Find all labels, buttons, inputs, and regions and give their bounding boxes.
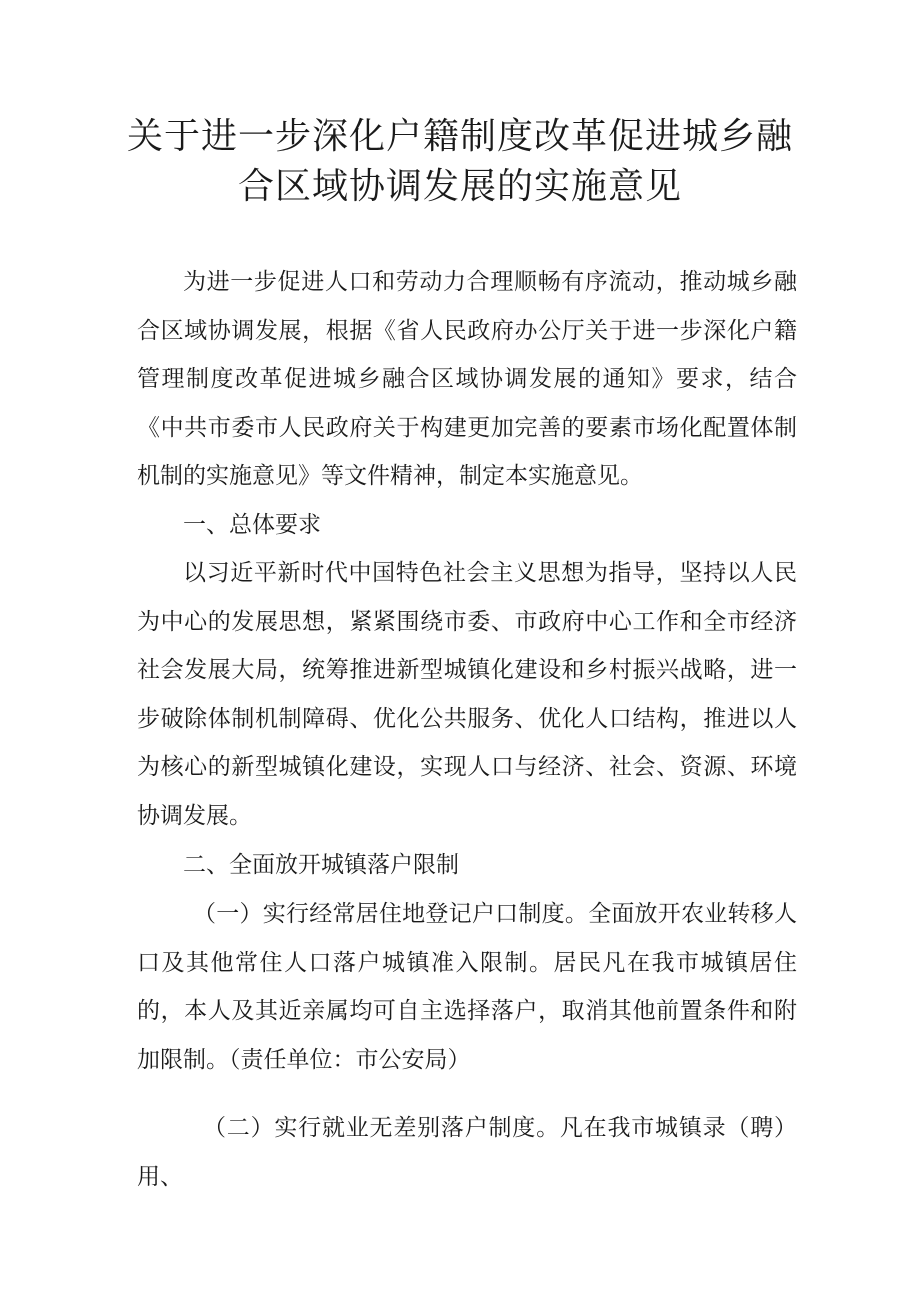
section-heading-2-block bbox=[137, 841, 797, 890]
document-title-line-2: 合区域协调发展的实施意见 bbox=[237, 166, 682, 207]
item-1-block bbox=[137, 890, 797, 1084]
intro-paragraph bbox=[137, 258, 797, 501]
paragraph-intro: 为进一步促进人口和劳动力合理顺畅有序流动，推动城乡融合区域协调发展，根据《省人民政府办公厅关于进一步深化户籍管理制度改革促进城乡融合区域协调发展的通知》要求，结合《中共市委市人民政府关于构建更加完善的要素市场化配置体制机制的实施意见》等文件精神，制定本实施意见。 bbox=[137, 269, 797, 489]
paragraph-item-2: （二）实行就业无差别落户制度。凡在我市城镇录（聘）用、 bbox=[137, 1115, 797, 1190]
item-2-block bbox=[137, 1104, 797, 1201]
section-heading-lift-restrictions: 二、全面放开城镇落户限制 bbox=[183, 852, 459, 878]
paragraph-overall-requirements: 以习近平新时代中国特色社会主义思想为指导，坚持以人民为中心的发展思想，紧紧围绕市委、市政府中心工作和全市经济社会发展大局，统筹推进新型城镇化建设和乡村振兴战略，进一步破除体制机制障碍、优化公共服务、优化人口结构，推进以人为核心的新型城镇化建设，实现人口与经济、社会、资源、环境协调发展。 bbox=[137, 560, 797, 829]
paragraph-item-1: （一）实行经常居住地登记户口制度。全面放开农业转移人口及其他常住人口落户城镇准入限制。居民凡在我市城镇居住的，本人及其近亲属均可自主选择落户，取消其他前置条件和附加限制。（责任单位：市公安局） bbox=[137, 901, 797, 1073]
document-title-line-1: 关于进一步深化户籍制度改革促进城乡融 bbox=[126, 116, 793, 157]
section-heading-overall-requirements: 一、总体要求 bbox=[183, 512, 321, 538]
section-heading-1-block bbox=[137, 501, 797, 550]
section-1-body-block bbox=[137, 549, 797, 840]
